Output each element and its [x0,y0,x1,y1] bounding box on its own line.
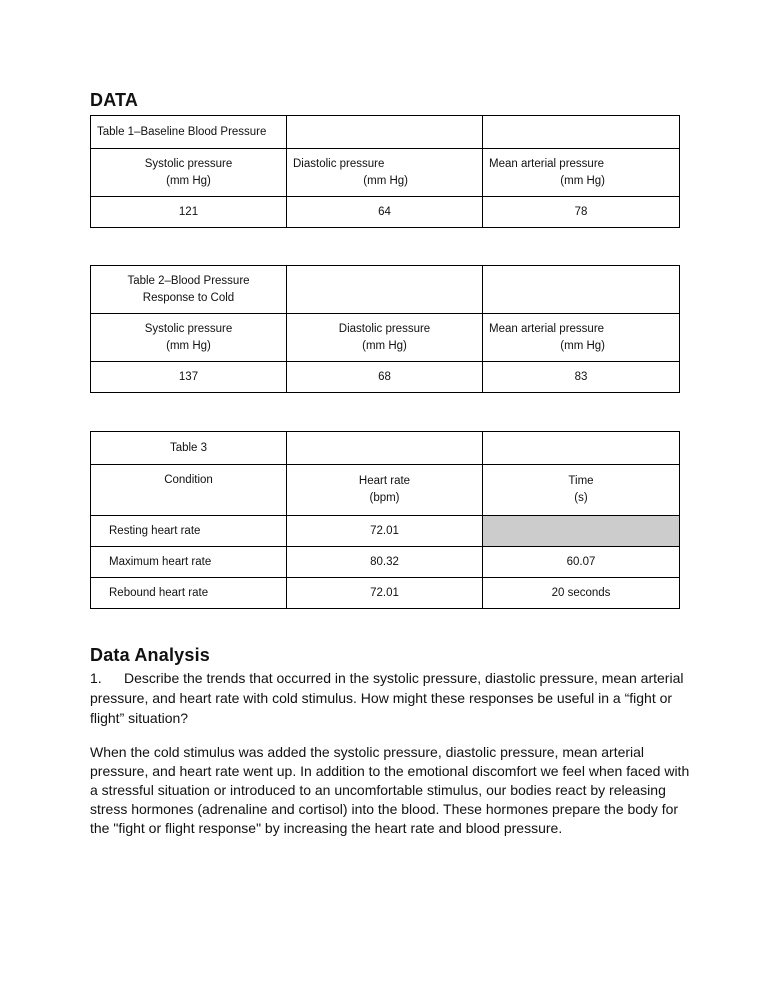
table-row [91,362,680,393]
map-header: Mean arterial pressure [489,322,605,335]
systolic-unit: (mm Hg) [166,174,211,187]
cold-response-blood-pressure-table [90,265,680,393]
table-row [91,197,680,228]
table-title-row [91,266,680,314]
table-title-row [91,116,680,149]
table-title-cell [91,116,287,149]
table-row [91,547,680,578]
time-cell-shaded [483,516,680,547]
diastolic-unit: (mm Hg) [363,174,408,187]
diastolic-header: Diastolic pressure [338,322,431,335]
table2-title-line2: Response to Cold [142,291,235,304]
question-number: 1. [90,670,102,686]
diastolic-unit: (mm Hg) [362,339,407,352]
condition-cell: Maximum heart rate [91,547,287,578]
table-header-row [91,314,680,362]
answer-paragraph: When the cold stimulus was added the systolic pressure, diastolic pressure, mean arterial pressure, and heart rate went up. In addition to the emotional discomfort we feel when faced with a stressful situation or introduced to an uncomfortable stimulus, our bodies react by releasing stress hormones (adrenaline and cortisol) into the blood. These hormones prepare the body for the "fight or flight response" by increasing the heart rate and blood pressure. [90,744,690,836]
condition-header-cell [91,465,287,516]
heart-rate-cell: 72.01 [287,516,483,547]
heart-rate-table [90,431,680,609]
table3-title: Table 3 [169,441,208,454]
time-header-cell [483,465,680,516]
empty-cell [287,266,483,314]
heart-rate-header: Heart rate [358,475,411,487]
systolic-unit: (mm Hg) [166,339,211,352]
table-row [91,516,680,547]
diastolic-header-cell [287,314,483,362]
map-header-cell [483,314,680,362]
systolic-header-cell [91,149,287,197]
map-value: 83 [483,362,680,393]
table-title-cell [91,432,287,465]
question-1 [90,668,690,728]
heart-rate-unit: (bpm) [369,492,400,504]
heart-rate-cell: 72.01 [287,578,483,609]
map-unit: (mm Hg) [560,174,605,187]
table-title-row [91,432,680,465]
systolic-header-cell [91,314,287,362]
time-cell: 60.07 [483,547,680,578]
table1-title: Table 1–Baseline Blood Pressure [97,125,267,138]
data-analysis-heading: Data Analysis [90,645,210,665]
systolic-header: Systolic pressure [144,322,233,335]
diastolic-value: 68 [287,362,483,393]
map-unit: (mm Hg) [560,339,605,352]
diastolic-header: Diastolic pressure [293,157,385,170]
table2-title-line1: Table 2–Blood Pressure [127,274,250,287]
time-cell: 20 seconds [483,578,680,609]
table-header-row [91,465,680,516]
map-value: 78 [483,197,680,228]
table-header-row [91,149,680,197]
empty-cell [287,432,483,465]
data-heading: DATA [90,90,139,110]
question-text: Describe the trends that occurred in the systolic pressure, diastolic pressure, mean arterial pressure, and heart rate with cold stimulus. How might these responses be useful in a “fight or flight” situation? [90,670,684,726]
condition-header: Condition [164,474,213,486]
empty-cell [483,266,680,314]
heart-rate-header-cell [287,465,483,516]
table-title-cell [91,266,287,314]
empty-cell [483,432,680,465]
empty-cell [287,116,483,149]
table-row [91,578,680,609]
diastolic-value: 64 [287,197,483,228]
systolic-value: 121 [91,197,287,228]
map-header-cell [483,149,680,197]
baseline-blood-pressure-table [90,115,680,228]
condition-cell: Resting heart rate [91,516,287,547]
time-unit: (s) [574,492,588,504]
condition-cell: Rebound heart rate [91,578,287,609]
systolic-header: Systolic pressure [144,157,233,170]
time-header: Time [568,475,594,487]
empty-cell [483,116,680,149]
heart-rate-cell: 80.32 [287,547,483,578]
systolic-value: 137 [91,362,287,393]
diastolic-header-cell [287,149,483,197]
map-header: Mean arterial pressure [489,157,605,170]
